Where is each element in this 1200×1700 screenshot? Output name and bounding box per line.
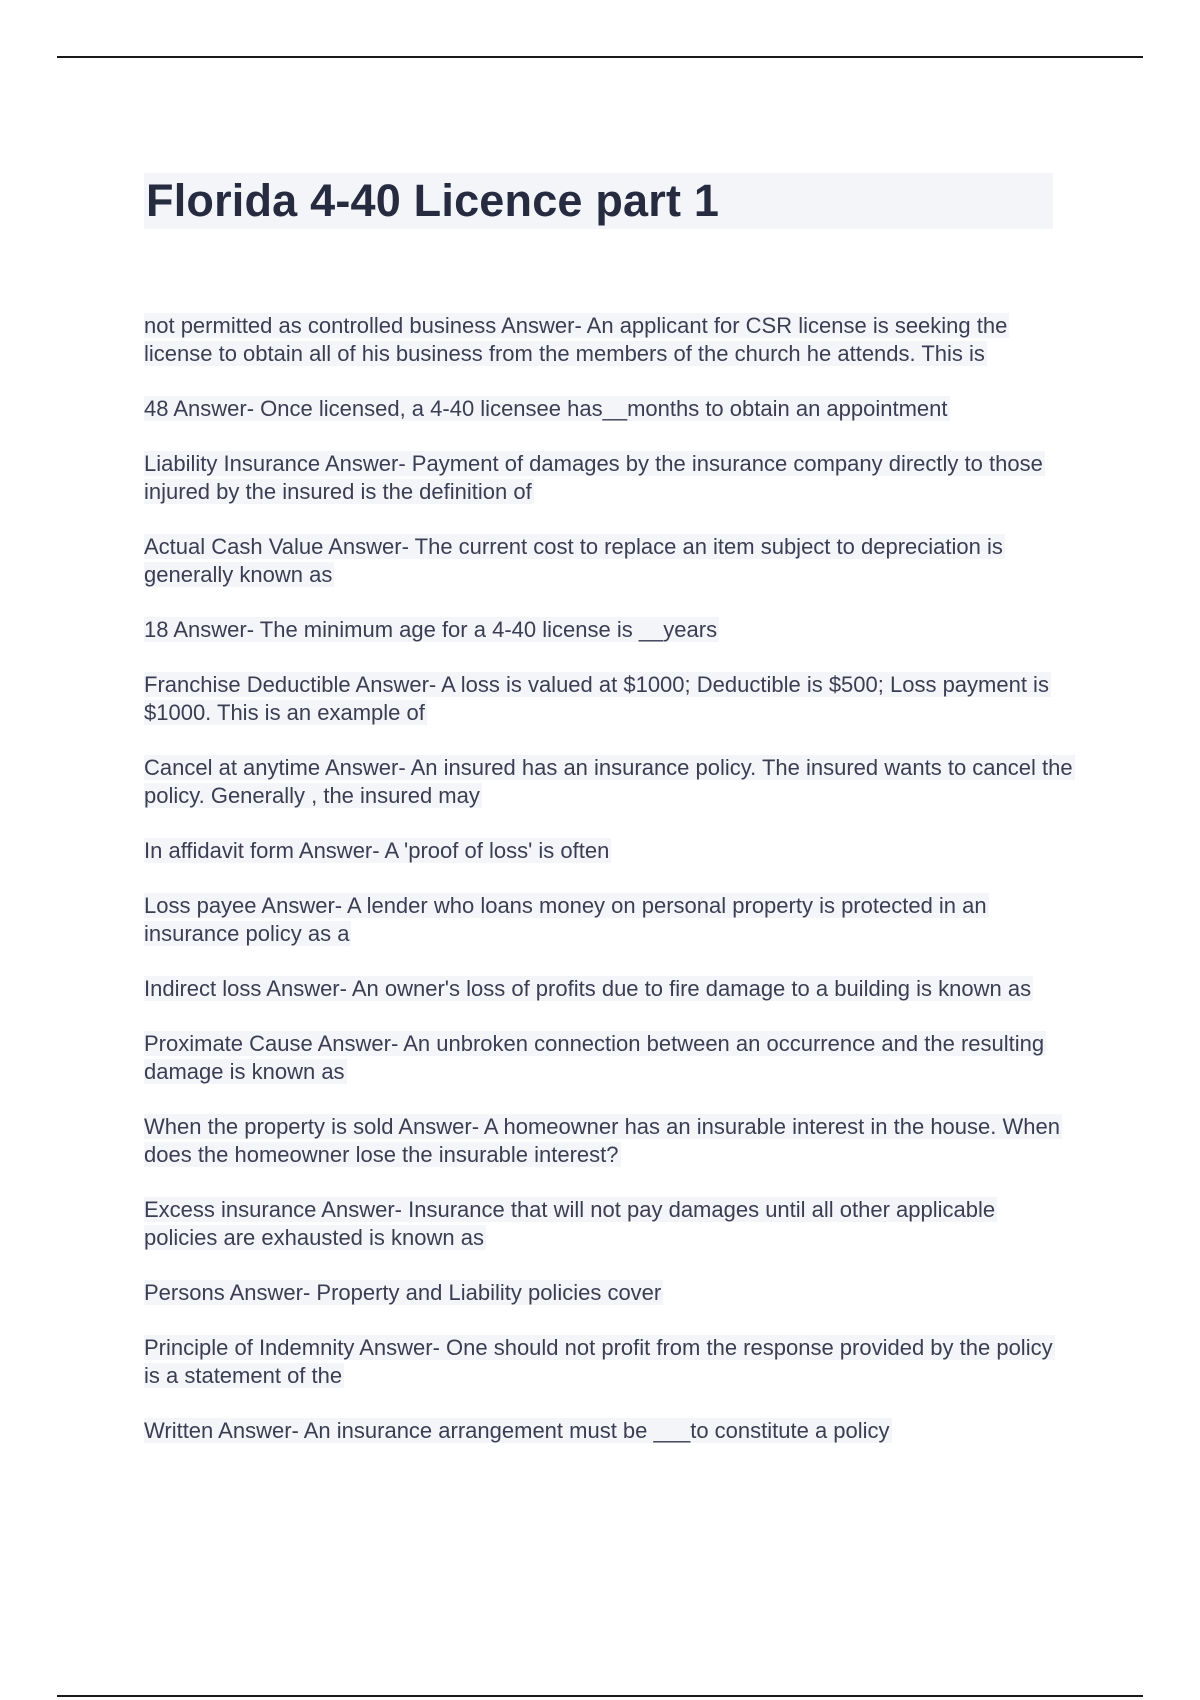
qa-item	[144, 1113, 1074, 1169]
qa-text: Cancel at anytime Answer- An insured has an insurance policy. The insured wants to cancel the policy. Generally , the insured may	[144, 755, 1073, 808]
qa-item	[144, 312, 1074, 368]
qa-item	[144, 395, 1074, 423]
qa-item	[144, 1279, 1074, 1307]
qa-text: Proximate Cause Answer- An unbroken connection between an occurrence and the resulting damage is known as	[144, 1031, 1045, 1084]
document-title: Florida 4-40 Licence part 1	[146, 175, 720, 226]
qa-list	[144, 312, 1074, 1472]
bottom-rule	[57, 1695, 1143, 1697]
qa-text: Loss payee Answer- A lender who loans money on personal property is protected in an insurance policy as a	[144, 893, 987, 946]
qa-item	[144, 892, 1074, 948]
qa-text: In affidavit form Answer- A 'proof of loss' is often	[144, 838, 610, 863]
qa-item	[144, 1030, 1074, 1086]
qa-item	[144, 1196, 1074, 1252]
qa-item	[144, 1417, 1074, 1445]
qa-text: 18 Answer- The minimum age for a 4-40 license is __years	[144, 617, 718, 642]
qa-text: Written Answer- An insurance arrangement must be ___to constitute a policy	[144, 1418, 890, 1443]
qa-item	[144, 533, 1074, 589]
qa-item	[144, 450, 1074, 506]
qa-item	[144, 1334, 1074, 1390]
qa-item	[144, 754, 1074, 810]
qa-text: Indirect loss Answer- An owner's loss of profits due to fire damage to a building is known as	[144, 976, 1032, 1001]
qa-item	[144, 616, 1074, 644]
qa-text: 48 Answer- Once licensed, a 4-40 licensee has__months to obtain an appointment	[144, 396, 948, 421]
qa-text: Persons Answer- Property and Liability policies cover	[144, 1280, 662, 1305]
qa-text: Liability Insurance Answer- Payment of damages by the insurance company directly to those injured by the insured is the definition of	[144, 451, 1043, 504]
qa-item	[144, 975, 1074, 1003]
qa-text: Excess insurance Answer- Insurance that will not pay damages until all other applicable policies are exhausted is known as	[144, 1197, 996, 1250]
qa-text: not permitted as controlled business Answer- An applicant for CSR license is seeking the license to obtain all of his business from the members of the church he attends. This is	[144, 313, 1008, 366]
qa-text: Principle of Indemnity Answer- One should not profit from the response provided by the policy is a statement of the	[144, 1335, 1053, 1388]
qa-text: When the property is sold Answer- A homeowner has an insurable interest in the house. When does the homeowner lose the insurable interest?	[144, 1114, 1060, 1167]
qa-item	[144, 671, 1074, 727]
qa-text: Actual Cash Value Answer- The current cost to replace an item subject to depreciation is generally known as	[144, 534, 1003, 587]
title-block	[144, 173, 1053, 229]
qa-item	[144, 837, 1074, 865]
top-rule	[57, 56, 1143, 58]
qa-text: Franchise Deductible Answer- A loss is valued at $1000; Deductible is $500; Loss payment is $1000. This is an example of	[144, 672, 1049, 725]
